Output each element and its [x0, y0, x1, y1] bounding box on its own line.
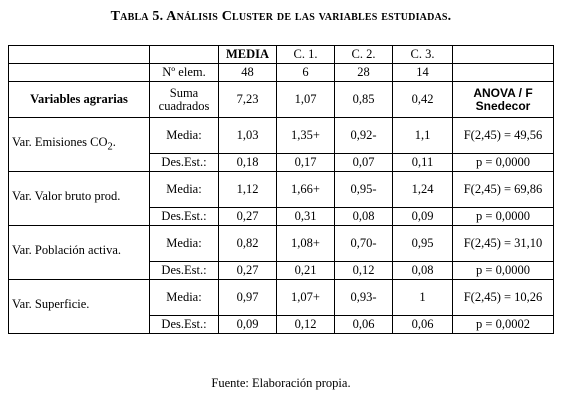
variable-name [9, 172, 150, 226]
variable-name-text: Var. Valor bruto prod. [12, 188, 121, 203]
empty-cell [453, 64, 554, 82]
variable-name [9, 280, 150, 334]
desv-media: 0,18 [219, 154, 277, 172]
desv-c1: 0,12 [277, 316, 335, 334]
suma-cuadrados-row [9, 82, 554, 118]
media-value: 0,82 [219, 226, 277, 262]
desv-c2: 0,08 [335, 208, 393, 226]
c3-value: 1,24 [393, 172, 453, 208]
suma-c1: 1,07 [277, 82, 335, 118]
anova-header-line1: ANOVA / F [473, 85, 533, 100]
empty-cell [453, 46, 554, 64]
desv-label: Des.Est.: [150, 262, 219, 280]
p-value: p = 0,0000 [453, 262, 554, 280]
header-c1: C. 1. [277, 46, 335, 64]
cluster-analysis-table [8, 45, 554, 334]
variable-name-subscript: 2 [107, 141, 113, 153]
variable-media-row [9, 226, 554, 262]
suma-cuadrados-label [150, 82, 219, 118]
table-caption: Tabla 5. Análisis Cluster de las variables estudiadas. [110, 9, 452, 24]
media-value: 1,12 [219, 172, 277, 208]
c1-value: 1,07+ [277, 280, 335, 316]
variable-media-row [9, 280, 554, 316]
c3-value: 1,1 [393, 118, 453, 154]
variable-name [9, 118, 150, 172]
header-c2: C. 2. [335, 46, 393, 64]
p-value: p = 0,0000 [453, 154, 554, 172]
suma-c3: 0,42 [393, 82, 453, 118]
variable-media-row [9, 118, 554, 154]
desv-c3: 0,06 [393, 316, 453, 334]
desv-c2: 0,12 [335, 262, 393, 280]
c2-value: 0,93- [335, 280, 393, 316]
media-label: Media: [150, 172, 219, 208]
c1-value: 1,35+ [277, 118, 335, 154]
empty-cell [150, 46, 219, 64]
variable-name-text: Var. Emisiones CO [12, 134, 108, 149]
variables-group-label: Variables agrarias [9, 82, 150, 118]
desv-label: Des.Est.: [150, 154, 219, 172]
variable-name [9, 226, 150, 280]
media-value: 1,03 [219, 118, 277, 154]
desv-media: 0,27 [219, 208, 277, 226]
desv-c1: 0,31 [277, 208, 335, 226]
n-elem-c2: 28 [335, 64, 393, 82]
desv-c1: 0,17 [277, 154, 335, 172]
p-value: p = 0,0002 [453, 316, 554, 334]
c1-value: 1,66+ [277, 172, 335, 208]
c2-value: 0,95- [335, 172, 393, 208]
media-label: Media: [150, 118, 219, 154]
f-statistic: F(2,45) = 49,56 [453, 118, 554, 154]
desv-c3: 0,11 [393, 154, 453, 172]
desv-c2: 0,07 [335, 154, 393, 172]
n-elem-c1: 6 [277, 64, 335, 82]
suma-label-line2: cuadrados [158, 98, 210, 113]
c3-value: 1 [393, 280, 453, 316]
variable-name-text: Var. Población activa. [12, 242, 121, 257]
header-media: MEDIA [219, 46, 277, 64]
variable-media-row [9, 172, 554, 208]
f-statistic: F(2,45) = 31,10 [453, 226, 554, 262]
anova-header [453, 82, 554, 118]
suma-media: 7,23 [219, 82, 277, 118]
f-statistic: F(2,45) = 10,26 [453, 280, 554, 316]
variable-name-text: Var. Superficie. [12, 296, 90, 311]
desv-c1: 0,21 [277, 262, 335, 280]
desv-label: Des.Est.: [150, 208, 219, 226]
desv-c3: 0,08 [393, 262, 453, 280]
header-row [9, 46, 554, 64]
anova-header-line2: Snedecor [475, 98, 531, 113]
media-label: Media: [150, 280, 219, 316]
header-c3: C. 3. [393, 46, 453, 64]
empty-cell [9, 46, 150, 64]
suma-c2: 0,85 [335, 82, 393, 118]
n-elem-media: 48 [219, 64, 277, 82]
n-elem-row [9, 64, 554, 82]
n-elem-c3: 14 [393, 64, 453, 82]
n-elem-label: Nº elem. [150, 64, 219, 82]
source-note: Fuente: Elaboración propia. [211, 376, 351, 390]
variable-name-suffix: . [112, 134, 116, 149]
media-value: 0,97 [219, 280, 277, 316]
desv-c3: 0,09 [393, 208, 453, 226]
desv-media: 0,09 [219, 316, 277, 334]
c3-value: 0,95 [393, 226, 453, 262]
desv-label: Des.Est.: [150, 316, 219, 334]
f-statistic: F(2,45) = 69,86 [453, 172, 554, 208]
c1-value: 1,08+ [277, 226, 335, 262]
desv-c2: 0,06 [335, 316, 393, 334]
empty-cell [9, 64, 150, 82]
p-value: p = 0,0000 [453, 208, 554, 226]
desv-media: 0,27 [219, 262, 277, 280]
suma-label-line1: Suma [169, 85, 199, 100]
c2-value: 0,70- [335, 226, 393, 262]
c2-value: 0,92- [335, 118, 393, 154]
media-label: Media: [150, 226, 219, 262]
